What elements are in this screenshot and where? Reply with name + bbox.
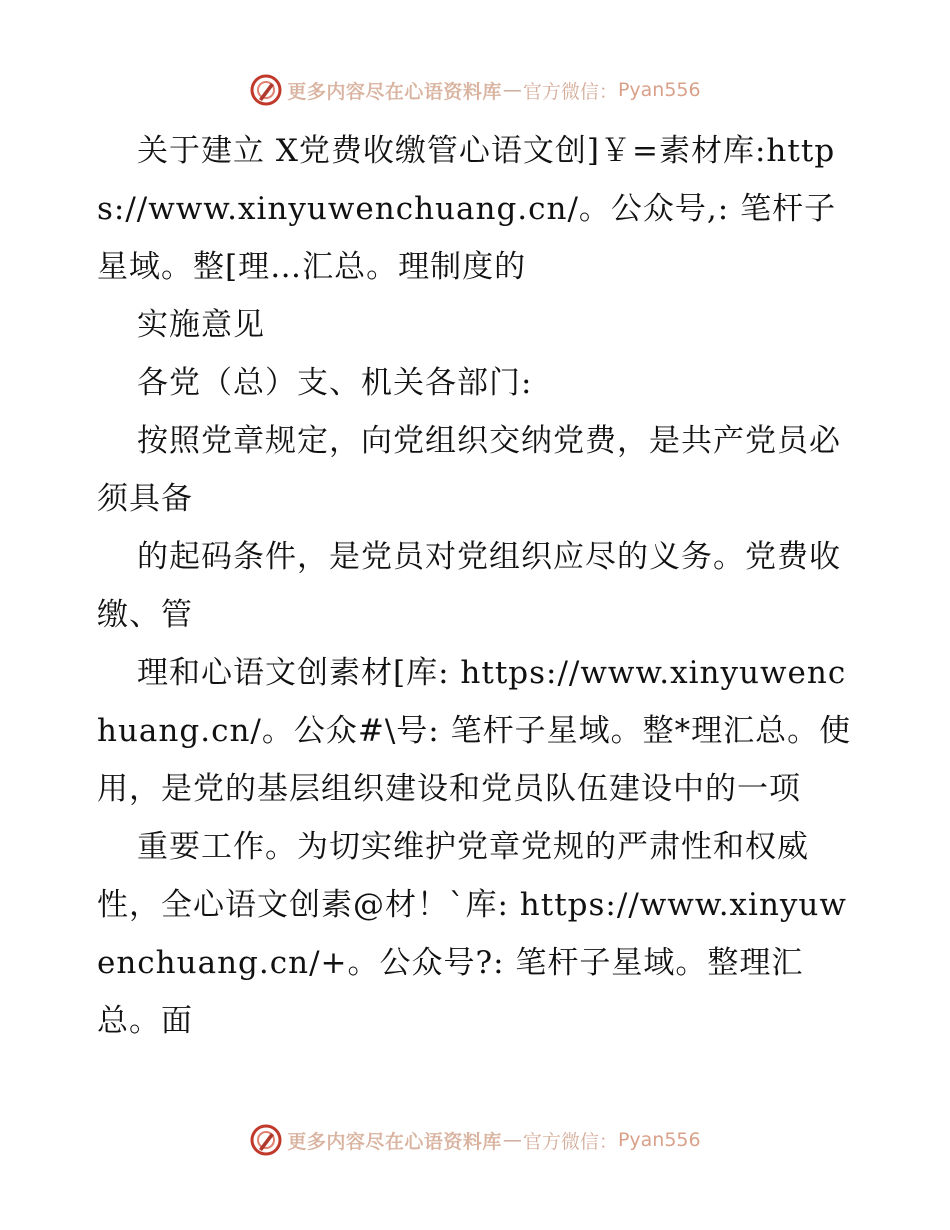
- paragraph-salutation: 各党（总）支、机关各部门:: [137, 365, 533, 401]
- paragraph-title: 关于建立 X党费收缴管心语文创]￥=素材库:https://www.xinyuwenchuang.cn/。公众号,: 笔杆子星域。整[理…汇总。理制度的: [97, 133, 837, 285]
- brand-logo-icon: [249, 73, 283, 107]
- paragraph: 重要工作。为切实维护党章党规的严肃性和权威性，全心语文创素@材！`库: https://www.xinyuwenchuang.cn/+。公众号?: 笔杆子星域。整理汇总。面: [97, 829, 847, 1039]
- banner-wechat-label: 官方微信：: [522, 80, 618, 103]
- paragraph: 按照党章规定，向党组织交纳党费，是共产党员必须具备: [97, 423, 841, 517]
- document-body: [97, 122, 857, 1050]
- paragraph: 理和心语文创素材[库: https://www.xinyuwenchuang.cn/。公众#\号: 笔杆子星域。整*理汇总。使用，是党的基层组织建设和党员队伍建设中的一项: [97, 655, 852, 807]
- banner-wechat-id: Pyan556: [617, 79, 701, 101]
- banner-slogan: 更多内容尽在心语资料库: [287, 1130, 502, 1153]
- brand-logo-icon: [249, 1123, 283, 1157]
- banner-wechat-label: 官方微信：: [522, 1130, 618, 1153]
- banner-wechat-id: Pyan556: [617, 1129, 701, 1151]
- banner-slogan: 更多内容尽在心语资料库: [287, 80, 502, 103]
- header-banner: [0, 70, 950, 110]
- footer-banner: [0, 1120, 950, 1160]
- banner-separator: —: [502, 1129, 522, 1151]
- paragraph: 的起码条件，是党员对党组织应尽的义务。党费收缴、管: [97, 539, 841, 633]
- banner-separator: —: [502, 79, 522, 101]
- paragraph-subtitle: 实施意见: [137, 307, 265, 343]
